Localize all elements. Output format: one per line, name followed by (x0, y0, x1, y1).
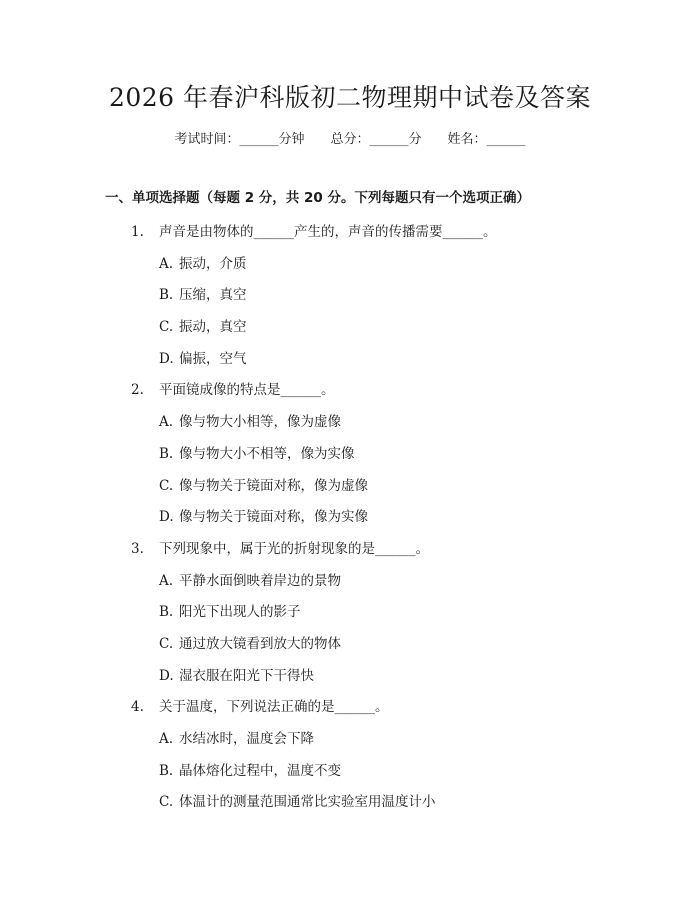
option-text: 水结冰时，温度会下降 (179, 731, 314, 747)
option-letter: A. (159, 255, 174, 272)
answer-option (0, 347, 700, 379)
answer-option (0, 600, 700, 632)
question-number: 1. (131, 224, 144, 240)
option-letter: C. (159, 319, 174, 336)
option-letter: D. (159, 509, 174, 526)
option-text: 振动，介质 (179, 255, 247, 272)
option-text: 体温计的测量范围通常比实验室用温度计小 (179, 794, 436, 811)
option-letter: B. (159, 604, 174, 621)
question-text: 平面镜成像的特点是______。 (159, 382, 335, 399)
question-stem (0, 695, 700, 727)
option-letter: B. (159, 287, 174, 304)
option-text: 偏振，空气 (179, 350, 247, 367)
option-text: 通过放大镜看到放大的物体 (179, 635, 341, 652)
exam-time-field: 考试时间：______分钟 (174, 132, 305, 147)
option-text: 像与物大小相等，像为虚像 (179, 414, 341, 431)
question-list (0, 220, 700, 822)
option-text: 阳光下出现人的影子 (179, 604, 301, 621)
option-letter: C. (159, 635, 174, 652)
answer-option (0, 410, 700, 442)
option-text: 像与物关于镜面对称，像为实像 (179, 509, 368, 526)
exam-title: 2026 年春沪科版初二物理期中试卷及答案 (108, 83, 592, 112)
option-letter: A. (159, 414, 174, 431)
question-text: 关于温度，下列说法正确的是______。 (159, 699, 389, 716)
option-letter: A. (159, 572, 174, 589)
answer-option (0, 727, 700, 759)
student-name-field: 姓名：______ (447, 132, 526, 147)
answer-option (0, 315, 700, 347)
question-text: 声音是由物体的______产生的，声音的传播需要______。 (159, 224, 497, 240)
total-score-field: 总分：______分 (330, 132, 422, 147)
section-heading: 一、单项选择题（每题 2 分，共 20 分。下列每题只有一个选项正确） (105, 190, 530, 206)
answer-option (0, 283, 700, 315)
option-letter: D. (159, 667, 174, 684)
answer-option (0, 790, 700, 822)
answer-option (0, 632, 700, 664)
option-letter: D. (159, 350, 174, 367)
answer-option (0, 505, 700, 537)
question-number: 3. (131, 540, 144, 557)
option-text: 平静水面倒映着岸边的景物 (179, 572, 341, 589)
answer-option (0, 759, 700, 791)
question-number: 4. (131, 699, 144, 716)
option-text: 湿衣服在阳光下干得快 (179, 667, 314, 684)
question-stem (0, 378, 700, 410)
option-text: 振动，真空 (179, 319, 247, 336)
option-letter: C. (159, 794, 174, 811)
question-text: 下列现象中，属于光的折射现象的是______。 (159, 540, 429, 557)
option-letter: B. (159, 762, 174, 779)
option-text: 压缩，真空 (179, 287, 247, 304)
answer-option (0, 569, 700, 601)
option-letter: A. (159, 731, 174, 747)
question-stem (0, 537, 700, 569)
answer-option (0, 252, 700, 284)
option-text: 晶体熔化过程中，温度不变 (179, 762, 341, 779)
option-letter: C. (159, 477, 174, 494)
option-letter: B. (159, 445, 174, 462)
exam-meta (0, 128, 700, 152)
answer-option (0, 474, 700, 506)
option-text: 像与物关于镜面对称，像为虚像 (179, 477, 368, 494)
question-stem (0, 220, 700, 252)
option-text: 像与物大小不相等，像为实像 (179, 445, 355, 462)
answer-option (0, 664, 700, 696)
question-number: 2. (131, 382, 144, 399)
answer-option (0, 442, 700, 474)
